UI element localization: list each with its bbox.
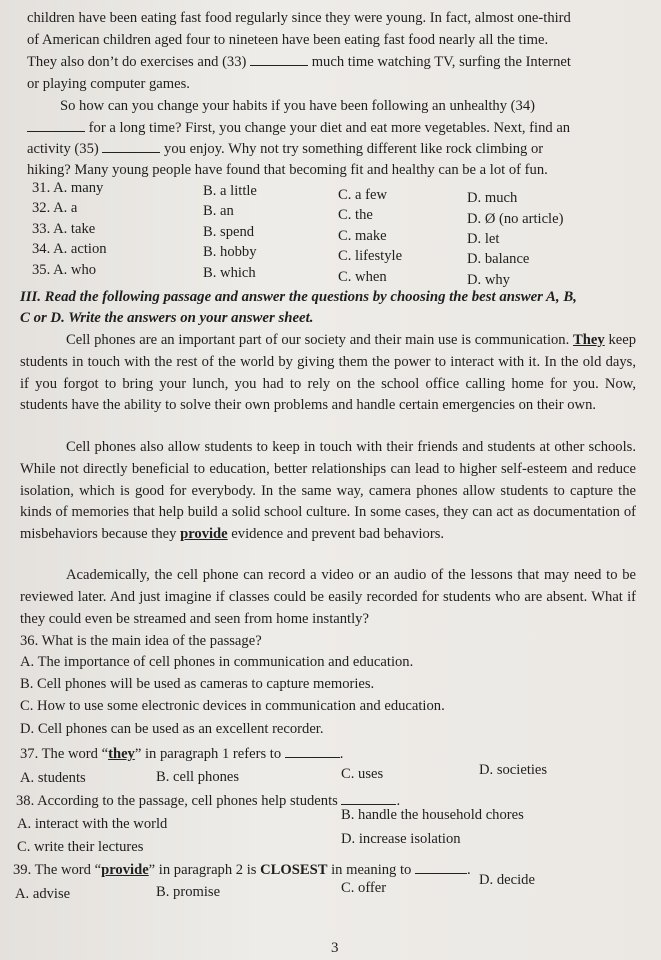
option-35-d: D. why bbox=[467, 272, 510, 288]
option-32-b: B. an bbox=[203, 203, 234, 219]
option-32-a: 32. A. a bbox=[32, 200, 78, 216]
text-line bbox=[27, 119, 570, 137]
passage-paragraph-3 bbox=[20, 565, 636, 630]
answer-blank-33 bbox=[250, 53, 308, 66]
question-39-option-b: B. promise bbox=[156, 884, 221, 900]
text-fragment: 38. According to the passage, cell phones help students bbox=[16, 793, 338, 809]
answer-blank-34 bbox=[27, 119, 85, 132]
option-33-c: C. make bbox=[338, 228, 387, 244]
text-fragment: Cell phones are an important part of our society and their main use is communication. bbox=[66, 332, 570, 348]
option-35-a: 35. A. who bbox=[32, 262, 97, 278]
text-fragment: ” in paragraph 2 is bbox=[148, 862, 261, 878]
passage-paragraph-1 bbox=[20, 330, 636, 417]
question-36-option-b: B. Cell phones will be used as cameras to capture memories. bbox=[20, 676, 375, 692]
question-36-option-a: A. The importance of cell phones in communication and education. bbox=[20, 654, 414, 670]
option-35-b: B. which bbox=[203, 265, 256, 281]
heading-line: C or D. Write the answers on your answer sheet. bbox=[20, 310, 314, 326]
option-33-b: B. spend bbox=[203, 224, 255, 240]
text-fragment: for a long time? First, you change your diet and eat more vegetables. Next, find an bbox=[88, 120, 571, 136]
underlined-they: They bbox=[573, 332, 605, 348]
section-heading bbox=[20, 287, 640, 329]
question-38-option-a: A. interact with the world bbox=[17, 816, 168, 832]
text-fragment: you enjoy. Why not try something different like rock climbing or bbox=[164, 141, 544, 157]
question-36-option-d: D. Cell phones can be used as an excellent recorder. bbox=[20, 721, 324, 737]
option-34-b: B. hobby bbox=[203, 244, 257, 260]
text-line: children have been eating fast food regularly since they were young. In fact, almost one-third bbox=[27, 10, 571, 26]
underlined-word: they bbox=[108, 746, 135, 762]
text-fragment: They also don’t do exercises and (33) bbox=[27, 54, 247, 70]
option-33-a: 33. A. take bbox=[32, 221, 96, 237]
text-line bbox=[27, 53, 571, 71]
text-fragment: . bbox=[339, 746, 344, 762]
option-34-d: D. balance bbox=[467, 251, 530, 267]
answer-blank-37 bbox=[285, 745, 340, 758]
text-fragment: evidence and prevent bad behaviors. bbox=[227, 526, 445, 543]
option-35-c: C. when bbox=[338, 269, 387, 285]
underlined-word: provide bbox=[101, 862, 149, 878]
text-fragment: 37. The word “ bbox=[20, 746, 109, 762]
text-fragment: activity (35) bbox=[27, 141, 99, 157]
text-fragment: Academically, the cell phone can record a video or an audio of the lessons that may need to be reviewed later. And just imagine if classes could be easily recorded for students who are absent. What if they could even be streamed and seen from home instantly? bbox=[20, 567, 636, 627]
question-39-option-d: D. decide bbox=[479, 872, 535, 888]
option-33-d: D. let bbox=[467, 231, 500, 247]
text-line: or playing computer games. bbox=[27, 76, 190, 92]
emphasis-closest: CLOSEST bbox=[260, 862, 328, 878]
text-fragment: ” in paragraph 1 refers to bbox=[134, 746, 282, 762]
question-39-option-c: C. offer bbox=[341, 880, 387, 896]
page-number: 3 bbox=[331, 940, 339, 956]
question-39 bbox=[13, 861, 471, 879]
question-37-option-c: C. uses bbox=[341, 766, 384, 782]
heading-line: III. Read the following passage and answer the questions by choosing the best answer A, B, bbox=[20, 289, 577, 305]
answer-blank-38 bbox=[341, 792, 396, 805]
question-37-option-b: B. cell phones bbox=[156, 769, 240, 785]
question-38-option-d: D. increase isolation bbox=[341, 831, 461, 847]
text-fragment: Cell phones also allow students to keep in touch with their friends and students at other schools. While not directly beneficial to education, better relationships can lead to higher self-esteem and reduce isolation, which is good for everybody. In the same way, camera phones allow students to capture the kinds of memories that help build a solid school culture. In some cases, they can act as documentation of misbehaviors because they bbox=[20, 439, 636, 543]
option-34-c: C. lifestyle bbox=[338, 248, 403, 264]
question-36-option-c: C. How to use some electronic devices in communication and education. bbox=[20, 698, 445, 714]
text-fragment: . bbox=[396, 793, 401, 809]
text-line bbox=[27, 140, 543, 158]
option-31-b: B. a little bbox=[203, 183, 257, 199]
question-36: 36. What is the main idea of the passage? bbox=[20, 633, 262, 649]
answer-blank-39 bbox=[415, 861, 467, 874]
passage-paragraph-2 bbox=[20, 437, 636, 546]
question-38-option-c: C. write their lectures bbox=[17, 839, 144, 855]
question-38-option-b: B. handle the household chores bbox=[341, 807, 524, 823]
option-31-c: C. a few bbox=[338, 187, 388, 203]
text-line: hiking? Many young people have found that becoming fit and healthy can be a lot of fun. bbox=[27, 162, 548, 178]
text-line: So how can you change your habits if you have been following an unhealthy (34) bbox=[60, 98, 535, 114]
option-31-a: 31. A. many bbox=[32, 180, 104, 196]
question-37 bbox=[20, 745, 343, 763]
text-line: of American children aged four to nineteen have been eating fast food nearly all the time. bbox=[27, 32, 549, 48]
option-34-a: 34. A. action bbox=[32, 241, 107, 257]
text-fragment: 39. The word “ bbox=[13, 862, 102, 878]
answer-blank-35 bbox=[102, 140, 160, 153]
question-37-option-a: A. students bbox=[20, 770, 86, 786]
text-fragment: much time watching TV, surfing the Internet bbox=[311, 54, 571, 70]
underlined-provide: provide bbox=[180, 526, 228, 543]
question-39-option-a: A. advise bbox=[15, 886, 71, 902]
text-fragment: keep students in touch with the rest of the world by giving them the power to interact with it. In the old days, if you forgot to bring your lunch, you had to rely on the school office calling home for you. Now, students have the ability to solve their own problems and handle certain emergencies on their own. bbox=[20, 332, 637, 414]
text-fragment: . bbox=[467, 862, 471, 878]
text-fragment: in meaning to bbox=[327, 862, 412, 878]
question-37-option-d: D. societies bbox=[479, 762, 548, 778]
option-32-d: D. Ø (no article) bbox=[467, 211, 564, 227]
option-31-d: D. much bbox=[467, 190, 518, 206]
option-32-c: C. the bbox=[338, 207, 373, 223]
